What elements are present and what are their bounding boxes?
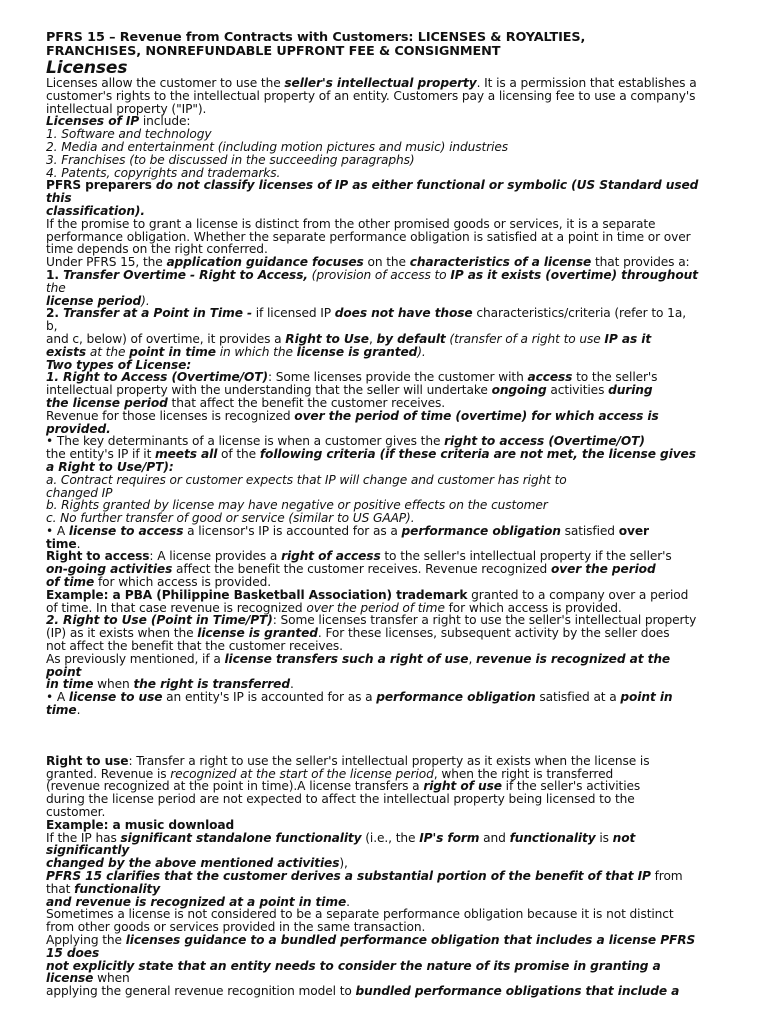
text-run: point in <box>620 690 673 705</box>
text-run: exists <box>46 344 87 359</box>
text-run: license is granted <box>296 344 418 359</box>
text-run: this <box>46 191 72 206</box>
text-run: include: <box>139 114 191 129</box>
text-run: applying the general revenue recognition model to <box>46 984 356 999</box>
text-run: during <box>608 383 653 398</box>
text-run: 2. <box>46 306 64 321</box>
text-run: . <box>76 536 81 551</box>
text-run: point in time <box>129 344 216 359</box>
document-page <box>46 31 734 998</box>
document-title-line-2: FRANCHISES, NONREFUNDABLE UPFRONT FEE & CONSIGNMENT <box>46 44 501 59</box>
section-heading-licenses: Licenses <box>46 58 128 78</box>
text-run: of the <box>217 447 260 462</box>
text-run: (IP) as it exists when the <box>46 626 198 641</box>
text-run: If the IP has <box>46 830 121 845</box>
text-run: access <box>527 370 573 385</box>
text-run: meets all <box>155 447 218 462</box>
text-run: PFRS preparers <box>46 178 156 193</box>
text-run: license is granted <box>197 626 318 641</box>
text-run: license to access <box>68 523 184 538</box>
text-run: : Transfer a right to use the seller's intellectual property as it exists when the license is <box>128 753 650 768</box>
text-run: customer. <box>46 805 106 820</box>
text-run: functionality <box>509 830 596 845</box>
document-title-line-1: PFRS 15 – Revenue from Contracts with Customers: LICENSES & ROYALTIES, <box>46 30 586 45</box>
text-run: when <box>93 971 130 986</box>
text-run: 1. Software and technology <box>46 127 212 142</box>
text-run: when <box>93 677 134 692</box>
text-run: • The key determinants of a license is when a customer gives the <box>46 434 445 449</box>
text-run: for which access is provided. <box>444 600 622 615</box>
text-run: over <box>618 523 649 538</box>
text-run: : Some licenses transfer a right to use the seller's intellectual property <box>272 613 697 628</box>
text-run: on-going activities <box>46 562 173 577</box>
text-line <box>46 653 734 666</box>
text-run: . <box>289 677 294 692</box>
text-run: that provides a: <box>591 255 690 270</box>
text-run: IP's form <box>419 830 480 845</box>
text-run: if the seller's activities <box>501 779 641 794</box>
text-run: : Some licenses provide the customer with <box>267 370 528 385</box>
text-run: bundled performance obligations that include a <box>355 984 680 999</box>
text-run: Example: a music download <box>46 817 235 832</box>
text-run: • A <box>46 523 69 538</box>
text-run: . For these licenses, subsequent activity by the seller does <box>317 626 670 641</box>
text-run: 3. Franchises (to be discussed in the succeeding paragraphs) <box>46 152 415 167</box>
text-run: in time <box>46 677 94 692</box>
text-run: significant standalone functionality <box>120 830 362 845</box>
text-run: following criteria (if these criteria are not met, the license gives <box>259 447 696 462</box>
text-run: of time <box>46 575 95 590</box>
paragraph-gap <box>46 717 734 755</box>
text-line <box>46 192 734 205</box>
text-run: 1. Right to Access (Overtime/OT) <box>46 370 268 385</box>
text-run: of time. In that case revenue is recognized <box>46 600 307 615</box>
text-run: 2. Right to Use (Point in Time/PT) <box>46 613 273 628</box>
text-run: to the seller's intellectual property if the seller's <box>380 549 672 564</box>
text-run: not explicitly state that an entity needs to consider the nature of its promise in granting a <box>46 958 661 973</box>
text-run: at the <box>86 344 130 359</box>
text-run: over the period of time <box>306 600 445 615</box>
text-line <box>46 474 734 487</box>
text-line <box>46 179 734 192</box>
text-run: Two types of License: <box>46 357 192 372</box>
text-run: ongoing <box>491 383 547 398</box>
text-run: performance obligation <box>401 523 561 538</box>
text-run: granted to a company over a period <box>467 587 689 602</box>
text-run: license <box>46 971 94 986</box>
text-run: Transfer Overtime - Right to Access, <box>63 267 308 282</box>
text-run: b, <box>46 319 58 334</box>
text-run: time <box>46 536 77 551</box>
text-run: As previously mentioned, if a <box>46 651 225 666</box>
text-run: recognized at the start of the license period <box>170 766 434 781</box>
text-run: the <box>46 280 66 295</box>
text-run: time depends on the right conferred. <box>46 242 268 257</box>
text-run: right of use <box>423 779 502 794</box>
text-run: by default <box>376 331 446 346</box>
text-run: • A <box>46 690 69 705</box>
text-run: (provision of access to <box>307 267 451 282</box>
text-run: that affect the benefit the customer receives. <box>167 395 446 410</box>
text-run: classification). <box>46 203 145 218</box>
text-run: performance obligation. Whether the separate performance obligation is satisfied at a point in time or over <box>46 229 691 244</box>
text-run: performance obligation <box>376 690 536 705</box>
text-run: Sometimes a license is not considered to be a separate performance obligation because it is not distinct <box>46 907 674 922</box>
text-run: 4. Patents, copyrights and trademarks. <box>46 165 281 180</box>
text-run: do not classify licenses of IP as either functional or symbolic (US Standard used <box>155 178 699 193</box>
text-run: the entity's IP if it <box>46 447 156 462</box>
text-line <box>46 934 734 947</box>
text-run: , <box>368 331 377 346</box>
text-run: changed by the above mentioned activities <box>46 856 340 871</box>
text-run: . <box>346 894 350 909</box>
text-run: IP as it exists (overtime) throughout <box>450 267 698 282</box>
text-run: a. Contract requires or customer expects that IP will change and customer has right to <box>46 472 567 487</box>
text-run: license period <box>46 293 142 308</box>
text-run: 2. Media and entertainment (including motion pictures and music) industries <box>46 139 509 154</box>
text-run: functionality <box>74 881 161 896</box>
text-run: ). <box>141 293 150 308</box>
text-run: during the license period are not expected to affect the intellectual property being licensed to the <box>46 792 635 807</box>
text-run: and <box>479 830 510 845</box>
text-run: intellectual property with the understanding that the seller will undertake <box>46 383 492 398</box>
text-run: Applying the <box>46 933 126 947</box>
text-line <box>46 985 734 998</box>
text-run: an entity's IP is accounted for as a <box>162 690 377 705</box>
text-run: IP as it <box>604 331 652 346</box>
text-run: characteristics/criteria (refer to 1a, <box>472 306 686 321</box>
text-run: 1. <box>46 267 64 282</box>
text-run: not <box>612 830 636 845</box>
text-line <box>46 704 734 717</box>
text-run: Right to use <box>46 753 129 768</box>
text-run: intellectual property ("IP"). <box>46 101 207 116</box>
text-run: , when the right is transferred <box>433 766 614 781</box>
text-run: license to use <box>68 690 163 705</box>
text-run: b. Rights granted by license may have negative or positive effects on the customer <box>46 498 548 513</box>
text-run: right of access <box>281 549 381 564</box>
text-run: for which access is provided. <box>94 575 272 590</box>
text-run: over the period <box>550 562 656 577</box>
text-run: (i.e., the <box>361 830 420 845</box>
text-run: a licensor's IP is accounted for as a <box>183 523 402 538</box>
text-run: license transfers such a right of use <box>224 651 469 666</box>
text-run: the right is transferred <box>133 677 290 692</box>
text-run: satisfied <box>560 523 619 538</box>
text-run: a Right to Use/PT): <box>46 459 174 474</box>
text-line <box>46 525 734 538</box>
text-run: satisfied at a <box>535 690 621 705</box>
text-run: right to access (Overtime/OT) <box>444 434 645 449</box>
text-line <box>46 269 734 282</box>
text-run: revenue is recognized at the <box>476 651 671 666</box>
text-run: customer's rights to the intellectual property of an entity. Customers pay a licensing fee to use a company's <box>46 88 696 103</box>
text-run: 15 does <box>46 945 100 960</box>
text-line <box>46 832 734 845</box>
text-run: point <box>46 664 82 679</box>
text-run: Example: a PBA (Philippine Basketball Association) trademark <box>46 587 468 602</box>
text-run: Licenses of IP <box>46 114 140 129</box>
text-line <box>46 960 734 973</box>
text-run: ), <box>339 856 348 871</box>
text-line <box>46 691 734 704</box>
text-run: licenses guidance to a bundled performance obligation that includes a license PFRS <box>125 933 696 947</box>
text-run: ). <box>417 344 426 359</box>
text-run: If the promise to grant a license is distinct from the other promised goods or services, it is a separate <box>46 216 656 231</box>
text-run: from other goods or services provided in the same transaction. <box>46 920 426 935</box>
text-run: is <box>595 830 613 845</box>
text-run: Revenue for those licenses is recognized <box>46 408 295 423</box>
document-body <box>46 77 734 998</box>
text-run: not affect the benefit that the customer receives. <box>46 639 343 654</box>
text-run: significantly <box>46 843 130 858</box>
text-run: in which the <box>215 344 297 359</box>
text-run: application guidance focuses <box>166 255 364 270</box>
text-run: if licensed IP <box>251 306 335 321</box>
text-run: provided. <box>46 421 111 436</box>
text-run: and revenue is recognized at a point in time <box>46 894 347 909</box>
text-run: Transfer at a Point in Time - <box>63 306 252 321</box>
text-run: the license period <box>46 395 168 410</box>
text-run: on the <box>363 255 410 270</box>
text-run: time <box>46 703 77 718</box>
text-run: does not have those <box>334 306 473 321</box>
text-run: over the period of time (overtime) for which access is <box>294 408 659 423</box>
text-run: c. No further transfer of good or service (similar to US GAAP). <box>46 511 415 526</box>
text-run: . It is a permission that establishes a <box>476 76 697 90</box>
text-run: activities <box>546 383 609 398</box>
text-run: affect the benefit the customer receives. Revenue recognized <box>172 562 551 577</box>
text-run: characteristics of a license <box>409 255 592 270</box>
text-run: to the seller's <box>572 370 658 385</box>
text-line <box>46 410 734 423</box>
text-run: and c, below) of overtime, it provides a <box>46 331 286 346</box>
text-run: . <box>76 703 81 718</box>
text-run: (revenue recognized at the point in time).A license transfers a <box>46 779 424 794</box>
text-run: Licenses allow the customer to use the <box>46 76 285 90</box>
text-run: (transfer of a right to use <box>445 331 605 346</box>
text-run: PFRS 15 clarifies that the customer derives a substantial portion of the benefit of that IP <box>46 869 651 884</box>
text-run: Under PFRS 15, the <box>46 255 167 270</box>
text-run: Right to Use <box>285 331 369 346</box>
text-run: granted. Revenue is <box>46 766 171 781</box>
text-run: from <box>650 869 683 884</box>
text-run: : A license provides a <box>149 549 282 564</box>
text-run: seller's intellectual property <box>284 76 477 90</box>
text-run: changed IP <box>46 485 113 500</box>
text-line <box>46 307 734 320</box>
text-run: Right to access <box>46 549 150 564</box>
text-line <box>46 793 734 806</box>
text-run: , <box>468 651 476 666</box>
text-run: that <box>46 881 75 896</box>
